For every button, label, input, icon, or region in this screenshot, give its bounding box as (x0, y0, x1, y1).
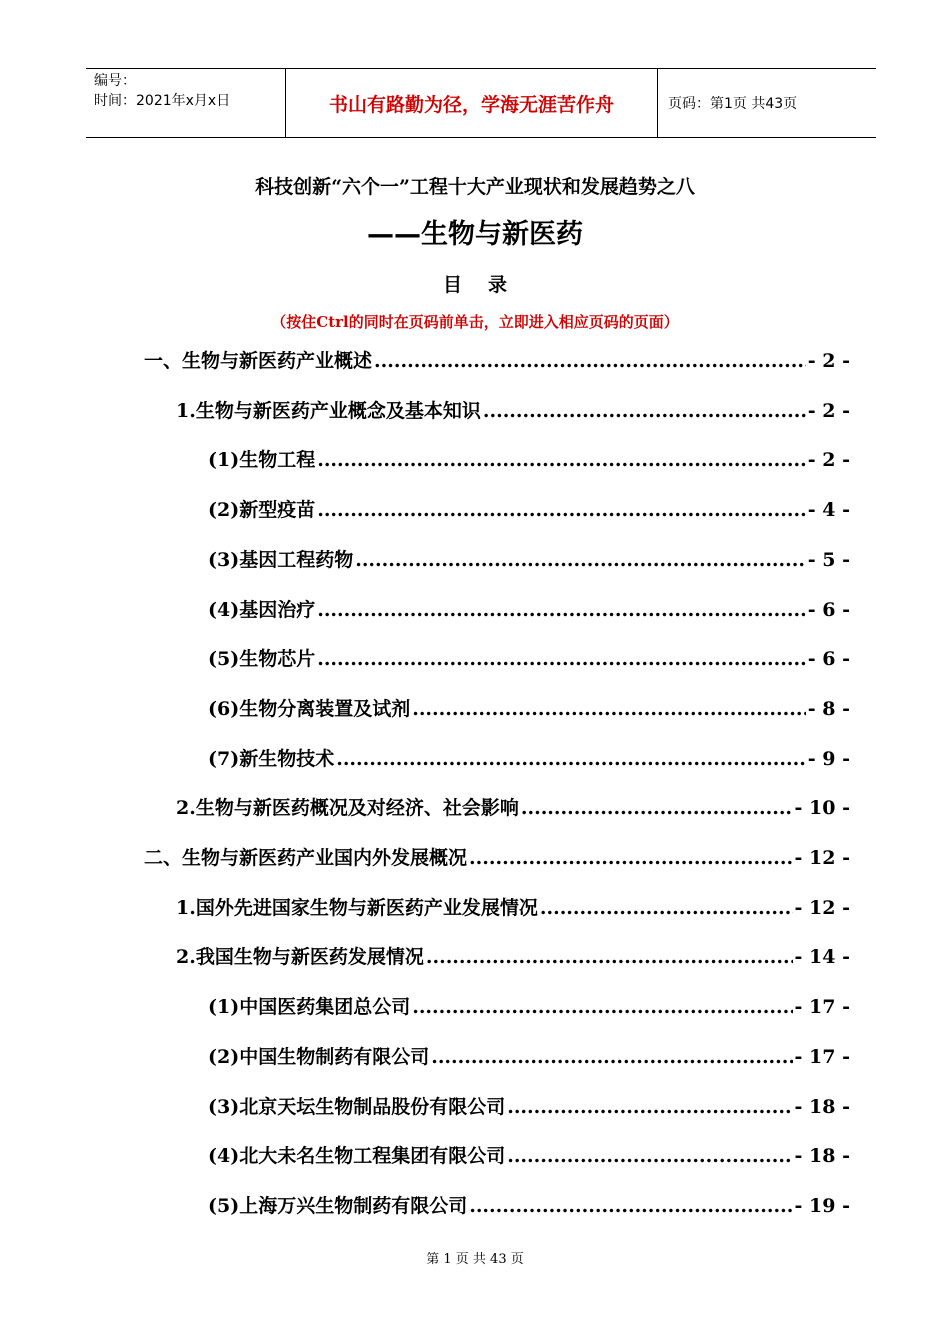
toc-leader-dots (374, 350, 806, 372)
toc-leader-dots (483, 400, 806, 422)
toc-leader-dots (469, 847, 793, 869)
toc-entry-title: 1.国外先进国家生物与新医药产业发展情况 (176, 897, 538, 919)
toc-leader-dots (507, 1145, 792, 1167)
toc-leader-dots (412, 996, 792, 1018)
toc-leader-dots (355, 549, 806, 571)
toc-heading (0, 270, 950, 297)
toc-entry-page[interactable]: - 19 - (794, 1195, 850, 1217)
toc-entry-page[interactable]: - 2 - (807, 449, 850, 471)
toc-entry-title: 一、生物与新医药产业概述 (144, 350, 373, 372)
toc-leader-dots (412, 698, 806, 720)
toc-entry[interactable] (176, 793, 850, 819)
toc-leader-dots (521, 797, 793, 819)
toc-entry-page[interactable]: - 5 - (807, 549, 850, 571)
toc-entry[interactable] (176, 942, 850, 968)
toc-entry-page[interactable]: - 2 - (807, 350, 850, 372)
toc-entry[interactable] (208, 495, 850, 521)
toc-entry-page[interactable]: - 6 - (807, 599, 850, 621)
page-header (86, 68, 876, 138)
header-meta (86, 69, 286, 137)
toc-entry-page[interactable]: - 17 - (794, 1046, 850, 1068)
toc-entry[interactable] (208, 992, 850, 1018)
toc-entry-title: (3)基因工程药物 (208, 549, 354, 571)
toc-entry[interactable] (208, 744, 850, 770)
toc-entry-title: 1.生物与新医药产业概念及基本知识 (176, 400, 481, 422)
toc-leader-dots (469, 1195, 792, 1217)
toc-entry[interactable] (144, 843, 850, 869)
toc-entry[interactable] (208, 1042, 850, 1068)
toc-entry-title: (5)上海万兴生物制药有限公司 (208, 1195, 468, 1217)
toc-entry-title: (1)中国医药集团总公司 (208, 996, 411, 1018)
document-subtitle: ——生物与新医药 (367, 219, 583, 250)
toc-entry-page[interactable]: - 17 - (794, 996, 850, 1018)
toc-leader-dots (336, 748, 806, 770)
toc-entry-page[interactable]: - 18 - (794, 1096, 850, 1118)
time-label: 时间：2021年x月x日 (94, 93, 231, 109)
toc-entry[interactable] (208, 1092, 850, 1118)
toc-entry-title: (4)北大未名生物工程集团有限公司 (208, 1145, 506, 1167)
toc-leader-dots (540, 897, 793, 919)
toc-entry[interactable] (208, 1141, 850, 1167)
document-title: 科技创新“六个一”工程十大产业现状和发展趋势之八 (255, 176, 695, 198)
toc-entry-page[interactable]: - 9 - (807, 748, 850, 770)
header-motto: 书山有路勤为径，学海无涯苦作舟 (286, 69, 658, 137)
toc-entry[interactable] (208, 545, 850, 571)
toc-leader-dots (317, 499, 806, 521)
toc-entry-title: 2.我国生物与新医药发展情况 (176, 946, 424, 968)
toc-entry[interactable] (208, 595, 850, 621)
toc-entry[interactable] (208, 644, 850, 670)
toc-entry-page[interactable]: - 2 - (807, 400, 850, 422)
toc-entry-title: (1)生物工程 (208, 449, 316, 471)
toc-leader-dots (317, 449, 806, 471)
toc-entry-page[interactable]: - 12 - (794, 897, 850, 919)
toc-leader-dots (426, 946, 793, 968)
toc-entry-title: (2)中国生物制药有限公司 (208, 1046, 430, 1068)
header-page-info: 页码：第1页 共43页 (668, 96, 798, 112)
toc-entry-page[interactable]: - 6 - (807, 648, 850, 670)
toc-entry[interactable] (176, 893, 850, 919)
toc-entry-page[interactable]: - 4 - (807, 499, 850, 521)
toc-entry[interactable] (208, 694, 850, 720)
toc-entry-page[interactable]: - 12 - (794, 847, 850, 869)
toc-entry-title: (4)基因治疗 (208, 599, 316, 621)
toc-entry-title: (7)新生物技术 (208, 748, 335, 770)
toc-entry-page[interactable]: - 10 - (794, 797, 850, 819)
toc-entry-title: (6)生物分离装置及试剂 (208, 698, 411, 720)
toc-entry[interactable] (176, 396, 850, 422)
toc-entry-title: (5)生物芯片 (208, 648, 316, 670)
toc-entry-title: (2)新型疫苗 (208, 499, 316, 521)
toc-entry-page[interactable]: - 14 - (794, 946, 850, 968)
toc-entry-title: 二、生物与新医药产业国内外发展概况 (144, 847, 468, 869)
toc-leader-dots (507, 1096, 792, 1118)
toc-entry[interactable] (208, 445, 850, 471)
number-label: 编号： (94, 73, 136, 89)
toc-note: （按住Ctrl的同时在页码前单击，立即进入相应页码的页面） (271, 313, 679, 331)
toc-entry-title: (3)北京天坛生物制品股份有限公司 (208, 1096, 506, 1118)
toc-entry[interactable] (144, 346, 850, 372)
toc-leader-dots (317, 648, 806, 670)
toc-leader-dots (317, 599, 806, 621)
toc-entry-page[interactable]: - 18 - (794, 1145, 850, 1167)
toc-entry-page[interactable]: - 8 - (807, 698, 850, 720)
toc-heading-char-1: 目 (442, 274, 462, 296)
toc-leader-dots (431, 1046, 792, 1068)
page-footer: 第 1 页 共 43 页 (426, 1252, 524, 1267)
toc-heading-char-2: 录 (488, 274, 508, 296)
toc-entry[interactable] (208, 1191, 850, 1217)
toc-entry-title: 2.生物与新医药概况及对经济、社会影响 (176, 797, 519, 819)
